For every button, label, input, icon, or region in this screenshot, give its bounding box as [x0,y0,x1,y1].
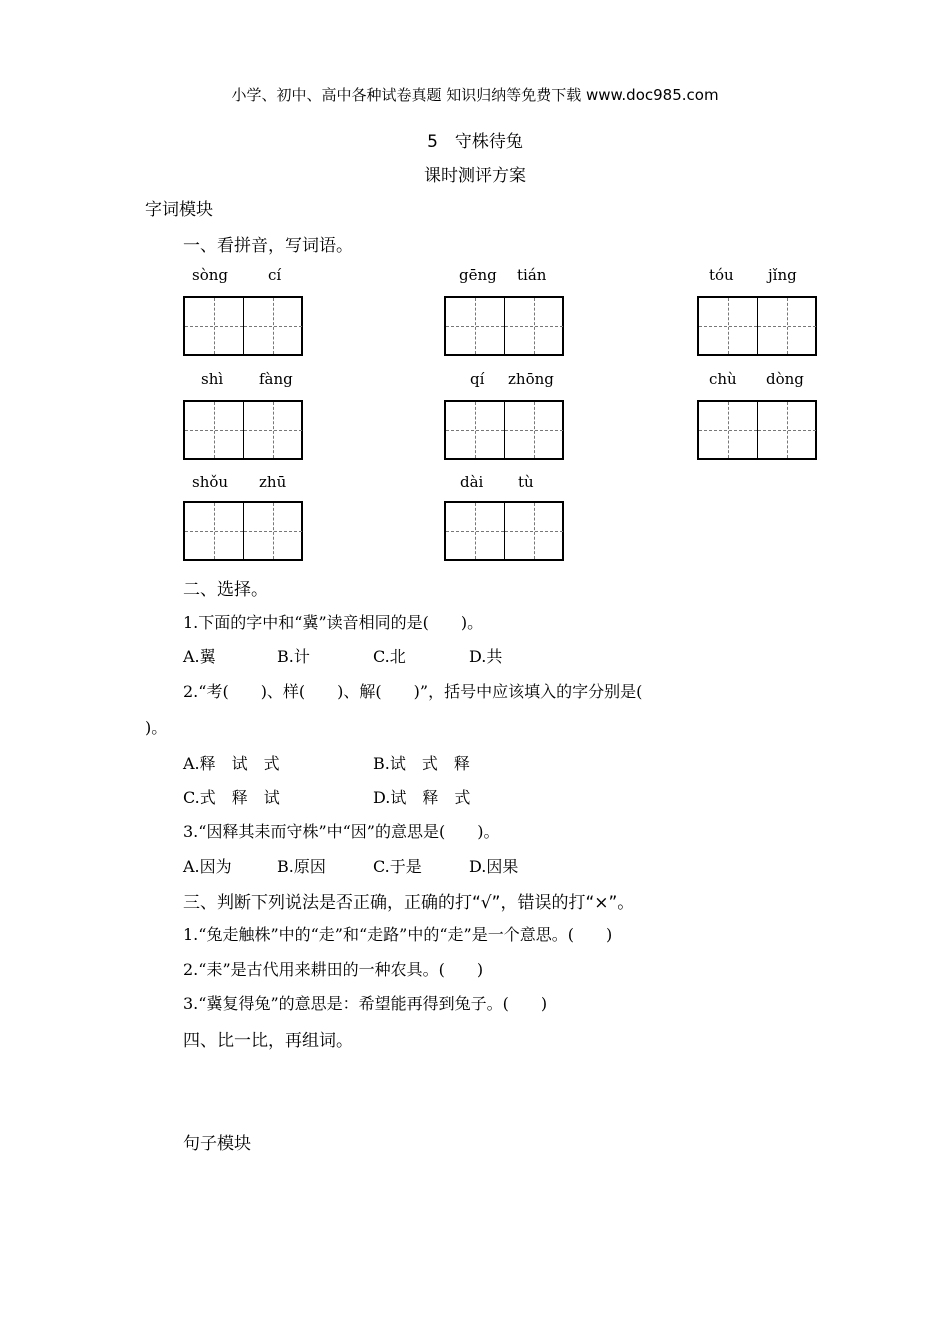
module-heading-words: 字词模块 [145,200,213,220]
statement-3-3: 3.“冀复得兔”的意思是：希望能再得到兔子。( ) [183,994,548,1013]
lesson-subtitle: 课时测评方案 [424,166,526,186]
option-2-1-b: B.计 [277,647,310,666]
option-2-3-b: B.原因 [277,857,326,876]
option-2-3-c: C.于是 [373,857,422,876]
pinyin-5b: zhōng [508,370,554,388]
section-2-heading: 二、选择。 [183,580,268,600]
writing-grid-2[interactable] [444,296,564,356]
writing-grid-3[interactable] [697,296,817,356]
pinyin-8a: dài [460,473,484,491]
writing-grid-8[interactable] [444,501,564,561]
section-4-heading: 四、比一比，再组词。 [183,1031,353,1051]
lesson-title: 5 守株待兔 [427,132,523,152]
module-heading-sentences: 句子模块 [183,1134,251,1154]
question-2-1-stem: 1.下面的字中和“冀”读音相同的是( )。 [183,613,484,632]
section-3-heading: 三、判断下列说法是否正确，正确的打“√”，错误的打“×”。 [183,893,635,913]
pinyin-6a: chù [709,370,737,388]
writing-grid-1[interactable] [183,296,303,356]
question-2-2-stem-cont: )。 [145,718,168,737]
writing-grid-7[interactable] [183,501,303,561]
option-2-2-b: B.试 式 释 [373,754,470,773]
question-2-3-stem: 3.“因释其耒而守株”中“因”的意思是( )。 [183,822,500,841]
section-1-heading: 一、看拼音，写词语。 [183,236,353,256]
statement-3-1: 1.“兔走触株”中的“走”和“走路”中的“走”是一个意思。( ) [183,925,613,944]
page-header: 小学、初中、高中各种试卷真题 知识归纳等免费下载 www.doc985.com [231,86,719,104]
option-2-2-d: D.试 释 式 [373,788,471,807]
pinyin-6b: dòng [766,370,804,388]
statement-3-2: 2.“耒”是古代用来耕田的一种农具。( ) [183,960,484,979]
writing-grid-4[interactable] [183,400,303,460]
pinyin-3a: tóu [709,266,734,284]
pinyin-7a: shǒu [192,473,229,491]
question-2-2-stem: 2.“考( )、样( )、解( )”，括号中应该填入的字分别是( [183,682,643,701]
pinyin-4b: fàng [259,370,293,388]
pinyin-3b: jǐng [768,266,797,284]
pinyin-2b: tián [517,266,547,284]
option-2-1-d: D.共 [469,647,503,666]
pinyin-8b: tù [518,473,534,491]
pinyin-7b: zhū [259,473,287,491]
option-2-2-a: A.释 试 式 [183,754,280,773]
option-2-1-a: A.翼 [183,647,216,666]
option-2-3-a: A.因为 [183,857,232,876]
option-2-3-d: D.因果 [469,857,519,876]
pinyin-5a: qí [470,370,485,388]
option-2-2-c: C.式 释 试 [183,788,280,807]
pinyin-1a: sòng [192,266,228,284]
pinyin-2a: gēng [459,266,497,284]
writing-grid-5[interactable] [444,400,564,460]
pinyin-4a: shì [201,370,224,388]
writing-grid-6[interactable] [697,400,817,460]
option-2-1-c: C.北 [373,647,406,666]
pinyin-1b: cí [268,266,282,284]
